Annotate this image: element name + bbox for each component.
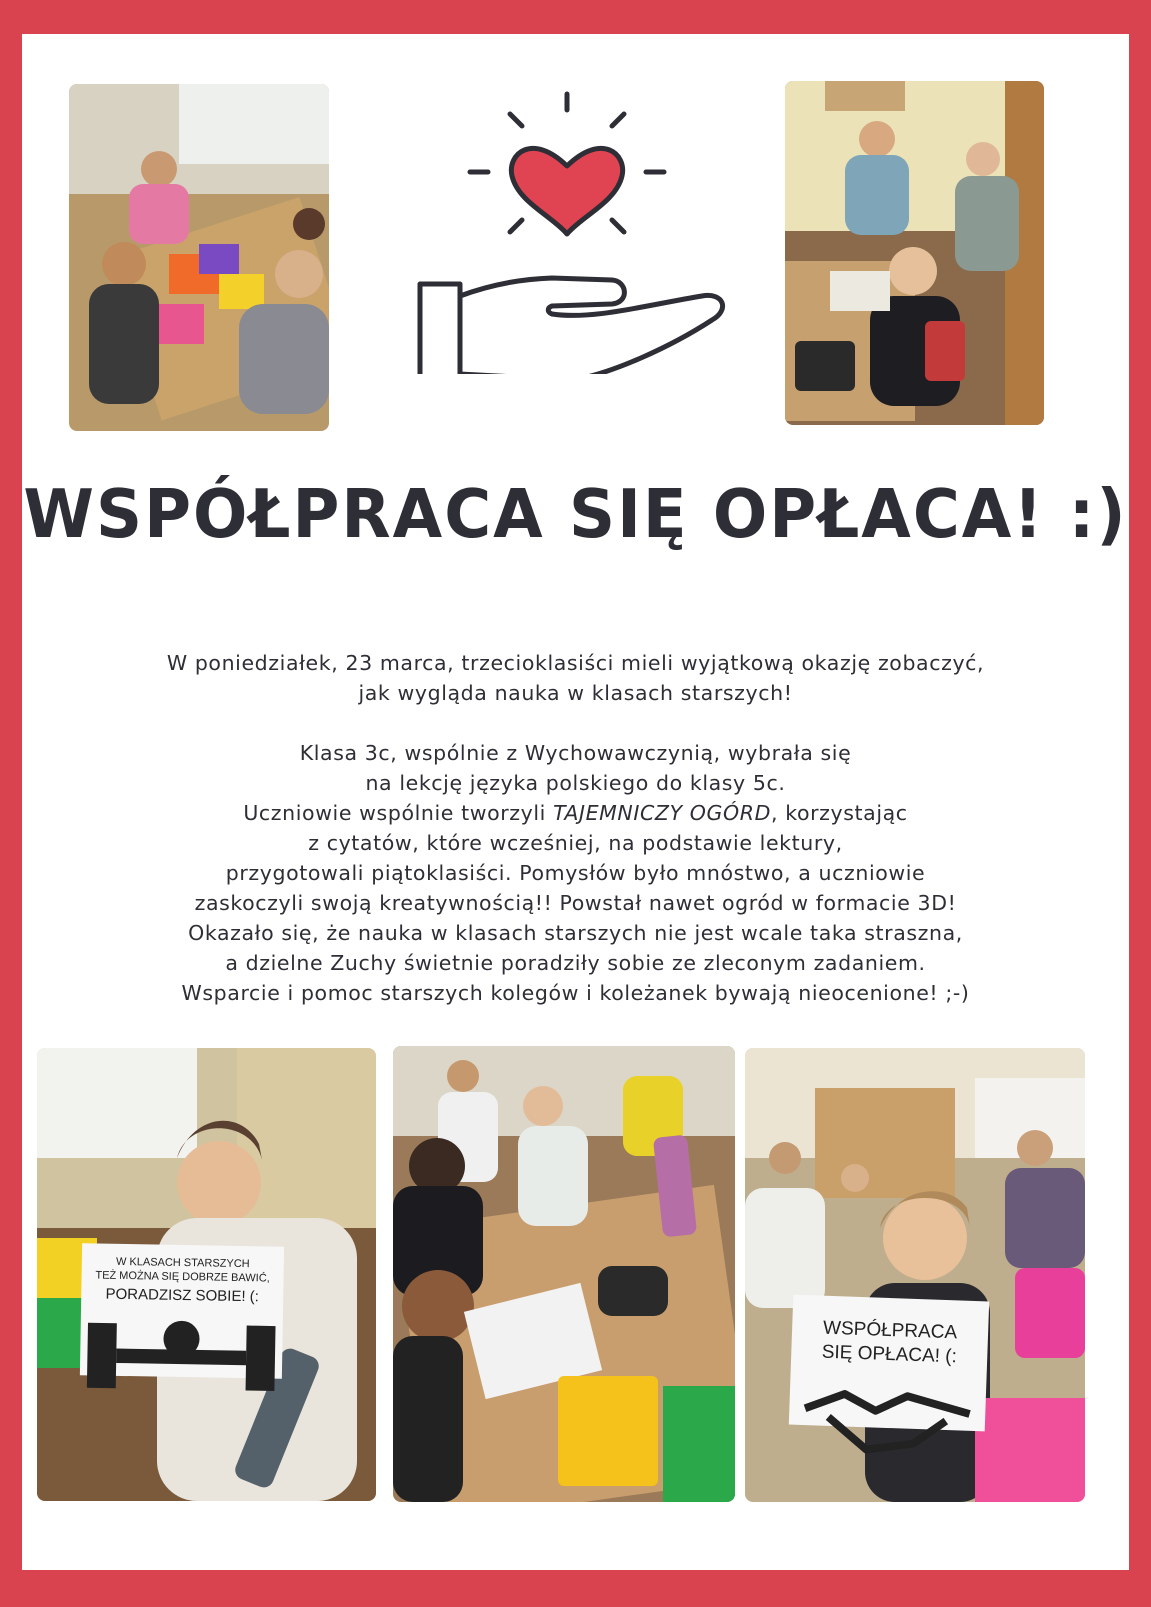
sign-left-line-3: PORADZISZ SOBIE! (: bbox=[105, 1285, 260, 1306]
sign-right-line-1: WSPÓŁPRACA bbox=[822, 1317, 958, 1344]
body-line-6: zaskoczyli swoją kreatywnością!! Powstał nawet ogród w formacie 3D! bbox=[194, 891, 957, 915]
page-title: WSPÓŁPRACA SIĘ OPŁACA! :) bbox=[23, 476, 1128, 554]
body-line-7: Okazało się, że nauka w klasach starszych nie jest wcale taka straszna, bbox=[188, 921, 963, 945]
photo-students-drawing bbox=[393, 1046, 735, 1502]
body-line-3 bbox=[62, 798, 1089, 828]
dumbbell-icon bbox=[79, 1308, 283, 1405]
intro-line-2: jak wygląda nauka w klasach starszych! bbox=[358, 681, 793, 705]
poster bbox=[22, 34, 1129, 1570]
body-line-4: z cytatów, które wcześniej, na podstawie lektury, bbox=[308, 831, 843, 855]
sign-right bbox=[789, 1295, 989, 1432]
heart-hand-icon bbox=[412, 74, 742, 374]
body-line-3-start: Uczniowie wspólnie tworzyli bbox=[243, 801, 554, 825]
photo-girls-crafting bbox=[69, 84, 329, 431]
article-text bbox=[62, 648, 1089, 1008]
sign-left bbox=[80, 1243, 284, 1379]
body-line-3-end: , korzystając bbox=[771, 801, 908, 825]
intro-line-1: W poniedziałek, 23 marca, trzecioklasiści mieli wyjątkową okazję zobaczyć, bbox=[166, 651, 985, 675]
body-line-9: Wsparcie i pomoc starszych kolegów i koleżanek bywają nieocenione! ;-) bbox=[181, 981, 970, 1005]
sign-left-line-2: TEŻ MOŻNA SIĘ DOBRZE BAWIĆ, bbox=[95, 1269, 270, 1285]
body-line-5: przygotowali piątoklasiści. Pomysłów było mnóstwo, a uczniowie bbox=[225, 861, 926, 885]
sign-left-line-1: W KLASACH STARSZYCH bbox=[115, 1255, 250, 1271]
handshake-icon bbox=[787, 1369, 986, 1470]
photo-three-students bbox=[785, 81, 1044, 425]
photo-girl-cooperation-sign bbox=[745, 1048, 1085, 1502]
book-title: TAJEMNICZY OGÓRD bbox=[553, 801, 771, 825]
photo-girl-with-sign bbox=[37, 1048, 376, 1501]
body-line-2: na lekcję języka polskiego do klasy 5c. bbox=[365, 771, 786, 795]
body-line-1: Klasa 3c, wspólnie z Wychowawczynią, wybrała się bbox=[299, 741, 852, 765]
sign-right-line-2: SIĘ OPŁACA! (: bbox=[821, 1341, 958, 1368]
body-line-8: a dzielne Zuchy świetnie poradziły sobie ze zleconym zadaniem. bbox=[225, 951, 926, 975]
